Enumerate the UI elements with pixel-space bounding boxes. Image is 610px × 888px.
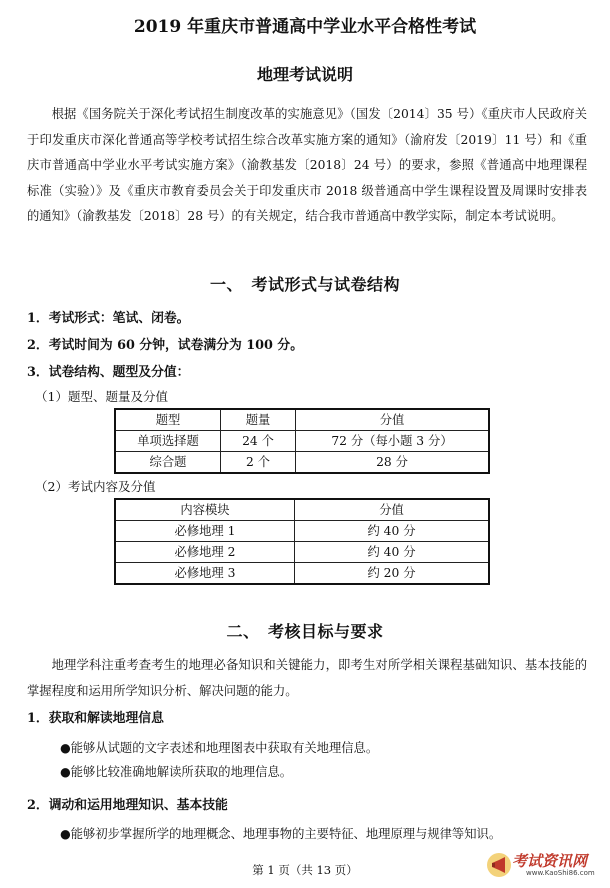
table-row xyxy=(115,431,489,452)
document-subtitle: 地理考试说明 xyxy=(256,65,353,84)
exam-content-subtitle: （2）考试内容及分值 xyxy=(35,479,156,494)
table-header-cell: 题量 xyxy=(221,409,296,431)
table-cell: 24 个 xyxy=(221,431,296,452)
goal-1-heading: 1．获取和解读地理信息 xyxy=(27,711,164,726)
table-header-row xyxy=(115,499,489,521)
document-title: 2019 年重庆市普通高中学业水平合格性考试 xyxy=(133,17,477,37)
goal-2-bullet-1: ●能够初步掌握所学的地理概念、地理事物的主要特征、地理原理与规律等知识。 xyxy=(60,827,502,841)
megaphone-icon xyxy=(486,852,512,878)
watermark-name: 考试资讯网 xyxy=(512,852,588,870)
table-header-cell: 题型 xyxy=(115,409,221,431)
table-cell: 单项选择题 xyxy=(115,431,221,452)
table-row xyxy=(115,563,489,585)
section-2-title: 二、 考核目标与要求 xyxy=(226,622,384,641)
question-types-subtitle: （1）题型、题量及分值 xyxy=(35,389,168,404)
table-cell: 必修地理 1 xyxy=(115,521,295,542)
section-1-title: 一、 考试形式与试卷结构 xyxy=(209,275,400,294)
table-cell: 约 20 分 xyxy=(295,563,490,585)
intro-paragraph: 根据《国务院关于深化考试招生制度改革的实施意见》（国发〔2014〕35 号）《重庆市人民政府关于印发重庆市深化普通高等学校考试招生综合改革实施方案的通知》（渝府发〔2019〕11 号）和《重庆市普通高中学业水平考试实施方案》（渝教基发〔2018〕24 号）的要求，参照《普通高中地理课程标准（实验）》及《重庆市教育委员会关于印发重庆市 2018 级普通高中学生课程设置及周课时安排表的通知》（渝教基发〔2018〕28 号）的有关规定，结合我市普通高中教学实际，制定本考试说明。 xyxy=(27,107,587,223)
watermark-logo xyxy=(486,848,606,884)
table-row xyxy=(115,542,489,563)
table-cell: 72 分（每小题 3 分） xyxy=(296,431,490,452)
goal-2-heading: 2．调动和运用地理知识、基本技能 xyxy=(27,798,228,813)
page-number: 第 1 页（共 13 页） xyxy=(252,863,358,877)
table-header-cell: 分值 xyxy=(296,409,490,431)
table-header-row xyxy=(115,409,489,431)
watermark-url: www.KaoShi86.com xyxy=(526,869,595,877)
exam-form-item: 1．考试形式：笔试、闭卷。 xyxy=(27,311,190,326)
question-types-table xyxy=(114,408,490,474)
goal-1-bullet-1: ●能够从试题的文字表述和地理图表中获取有关地理信息。 xyxy=(60,741,379,755)
paper-structure-item: 3．试卷结构、题型及分值： xyxy=(27,365,190,380)
table-cell: 2 个 xyxy=(221,452,296,474)
table-row xyxy=(115,521,489,542)
table-header-cell: 分值 xyxy=(295,499,490,521)
exam-content-table xyxy=(114,498,490,585)
table-cell: 约 40 分 xyxy=(295,521,490,542)
goal-1-bullet-2: ●能够比较准确地解读所获取的地理信息。 xyxy=(60,765,293,779)
table-cell: 必修地理 3 xyxy=(115,563,295,585)
table-cell: 必修地理 2 xyxy=(115,542,295,563)
table-cell: 约 40 分 xyxy=(295,542,490,563)
exam-time-item: 2．考试时间为 60 分钟，试卷满分为 100 分。 xyxy=(27,338,303,353)
section-2-intro: 地理学科注重考查考生的地理必备知识和关键能力，即考生对所学相关课程基础知识、基本技能的掌握程度和运用所学知识分析、解决问题的能力。 xyxy=(27,658,587,698)
table-row xyxy=(115,452,489,474)
table-cell: 综合题 xyxy=(115,452,221,474)
table-header-cell: 内容模块 xyxy=(115,499,295,521)
table-cell: 28 分 xyxy=(296,452,490,474)
